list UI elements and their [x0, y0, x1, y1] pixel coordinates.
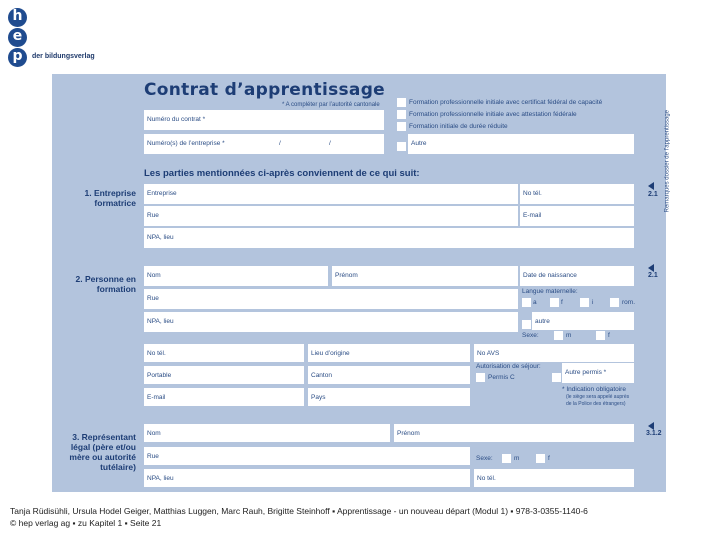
- contract-form: [52, 74, 670, 492]
- guardian-first-name-label: Prénom: [397, 430, 420, 437]
- mandatory-label: * Indication obligatoire: [562, 386, 626, 393]
- trainee-street-label: Rue: [147, 295, 159, 302]
- mobile-field: [144, 366, 304, 384]
- parties-subheading: Les parties mentionnées ci-après conviennent de ce qui suit:: [144, 168, 420, 179]
- birthdate-field: [520, 266, 634, 286]
- trainee-zip-city-field: [144, 312, 518, 332]
- guardian-sex-m: m: [514, 455, 520, 462]
- guardian-street-label: Rue: [147, 453, 159, 460]
- canton-label: Canton: [311, 372, 332, 379]
- guardian-sex-f: f: [548, 455, 550, 462]
- section-2-title: 2. Personne en formation: [75, 274, 136, 294]
- company-zip-city-label: NPA, lieu: [147, 234, 174, 241]
- guardian-name-label: Nom: [147, 430, 161, 437]
- residence-label: Autorisation de séjour:: [476, 363, 541, 370]
- company-number-field: [144, 134, 384, 154]
- mother-tongue-label: Langue maternelle:: [522, 288, 578, 295]
- guardian-phone-field: [474, 469, 634, 487]
- guardian-first-name-field: [394, 424, 634, 442]
- slash-2: /: [329, 140, 331, 147]
- trainee-first-name-label: Prénom: [335, 272, 358, 279]
- other-lang-field: [532, 312, 634, 330]
- company-label: Entreprise: [147, 190, 177, 197]
- section-marker-3: 3.1.2: [646, 430, 662, 437]
- required-note: * A compléter par l’autorité cantonale: [282, 102, 380, 108]
- lang-checkbox-a: [522, 298, 531, 307]
- other-permit-field: [562, 363, 634, 383]
- avs-field: [474, 344, 634, 362]
- training-type-checkbox-3: [397, 122, 406, 131]
- lang-rom: rom.: [622, 299, 635, 306]
- mandatory-note: (le siège sera appelé auprès de la Police des étrangers): [566, 394, 630, 407]
- guardian-sex-m-checkbox: [502, 454, 511, 463]
- section-marker-2: 2.1: [648, 272, 658, 279]
- company-email-field: [520, 206, 634, 226]
- lang-checkbox-i: [580, 298, 589, 307]
- guardian-phone-label: No tél.: [477, 475, 496, 482]
- trainee-sex-f: f: [608, 332, 610, 339]
- company-street-label: Rue: [147, 212, 159, 219]
- guardian-sex-f-checkbox: [536, 454, 545, 463]
- trainee-first-name-field: [332, 266, 518, 286]
- origin-field: [308, 344, 470, 362]
- lang-checkbox-rom: [610, 298, 619, 307]
- section-marker-1: 2.1: [648, 191, 658, 198]
- slash-1: /: [279, 140, 281, 147]
- lang-a: a: [533, 299, 537, 306]
- other-checkbox: [397, 142, 406, 151]
- guardian-zip-city-field: [144, 469, 470, 487]
- company-phone-field: [520, 184, 634, 204]
- section-1-title: 1. Entreprise formatrice: [84, 188, 136, 208]
- trainee-email-field: [144, 388, 304, 406]
- trainee-sex-f-checkbox: [596, 331, 605, 340]
- guardian-sex-label: Sexe:: [476, 455, 493, 462]
- other-permit-label: Autre permis *: [565, 369, 607, 376]
- country-label: Pays: [311, 394, 326, 401]
- logo-letter-e: e: [8, 28, 27, 47]
- contract-number-label: Numéro du contrat *: [147, 116, 206, 123]
- footer: [10, 505, 588, 529]
- training-type-checkbox-1: [397, 98, 406, 107]
- mobile-label: Portable: [147, 372, 172, 379]
- lang-checkbox-f: [550, 298, 559, 307]
- trainee-phone-field: [144, 344, 304, 362]
- marker-arrow-3: [648, 422, 654, 430]
- lang-checkbox-other: [522, 320, 531, 329]
- training-type-checkbox-2: [397, 110, 406, 119]
- company-email-label: E-mail: [523, 212, 542, 219]
- permit-c: Permis C: [488, 374, 515, 381]
- section-3-title: 3. Représentant légal (père et/ou mère ou autorité tutélaire): [69, 432, 136, 472]
- trainee-street-field: [144, 289, 518, 309]
- company-zip-city-field: [144, 228, 634, 248]
- marker-arrow-2: [648, 264, 654, 272]
- country-field: [308, 388, 470, 406]
- logo-letter-h: h: [8, 8, 27, 27]
- training-type-2: Formation professionnelle initiale avec attestation fédérale: [409, 111, 577, 118]
- lang-i: i: [592, 299, 594, 306]
- company-field: [144, 184, 518, 204]
- trainee-sex-label: Sexe:: [522, 332, 539, 339]
- side-label: Remarques dossier de l’apprentissage: [664, 110, 670, 213]
- origin-label: Lieu d’origine: [311, 350, 350, 357]
- other-label: Autre: [411, 140, 427, 147]
- other-permit-checkbox: [552, 373, 561, 382]
- form-title: Contrat d’apprentissage: [144, 80, 385, 100]
- footer-copyright: © hep verlag ag ▪ zu Kapitel 1 ▪ Seite 21: [10, 518, 162, 528]
- trainee-name-field: [144, 266, 328, 286]
- guardian-street-field: [144, 447, 470, 465]
- trainee-phone-label: No tél.: [147, 350, 166, 357]
- birthdate-label: Date de naissance: [523, 272, 577, 279]
- company-phone-label: No tél.: [523, 190, 542, 197]
- guardian-zip-city-label: NPA, lieu: [147, 475, 174, 482]
- contract-number-field: [144, 110, 384, 130]
- trainee-sex-m: m: [566, 332, 572, 339]
- training-type-3: Formation initiale de durée réduite: [409, 123, 508, 130]
- other-lang-label: autre: [535, 318, 550, 325]
- other-field: [408, 134, 634, 154]
- footer-citation: Tanja Rüdisühli, Ursula Hodel Geiger, Matthias Luggen, Marc Rauh, Brigitte Steinhoff ▪ Apprentissage - un nouveau départ (Modul 1) ▪ 978-3-0355-1140-6: [10, 506, 588, 516]
- canton-field: [308, 366, 470, 384]
- company-number-label: Numéro(s) de l’entreprise *: [147, 140, 225, 147]
- logo-letter-p: p: [8, 48, 27, 67]
- marker-arrow-1: [648, 182, 654, 190]
- trainee-email-label: E-mail: [147, 394, 166, 401]
- training-type-1: Formation professionnelle initiale avec certificat fédéral de capacité: [409, 99, 603, 106]
- trainee-zip-city-label: NPA, lieu: [147, 318, 174, 325]
- logo-name: der bildungsverlag: [32, 53, 95, 60]
- company-street-field: [144, 206, 518, 226]
- avs-label: No AVS: [477, 350, 500, 357]
- trainee-name-label: Nom: [147, 272, 161, 279]
- guardian-name-field: [144, 424, 390, 442]
- permit-c-checkbox: [476, 373, 485, 382]
- lang-f: f: [561, 299, 563, 306]
- trainee-sex-m-checkbox: [554, 331, 563, 340]
